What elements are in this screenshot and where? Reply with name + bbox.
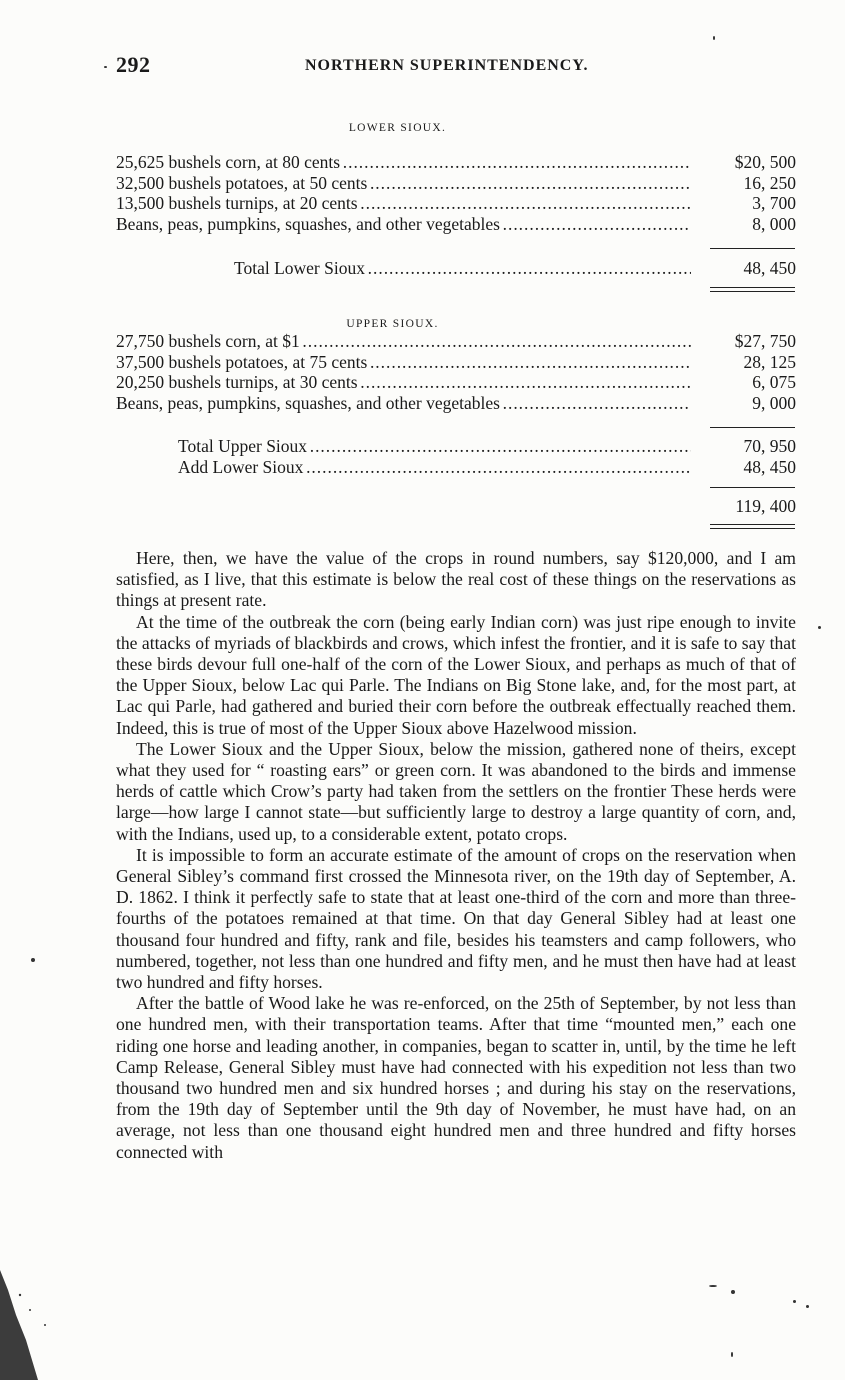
scan-speck bbox=[806, 1305, 809, 1308]
page-header bbox=[100, 52, 800, 82]
lower-sioux-total bbox=[116, 258, 796, 279]
ledger-label: 32,500 bushels potatoes, at 50 cents . . . bbox=[116, 173, 691, 194]
ledger-amount: $27, 750 bbox=[734, 331, 796, 351]
ledger-label: Beans, peas, pumpkins, squashes, and other vegetables . . . bbox=[116, 393, 691, 414]
paragraph: Here, then, we have the value of the crops in round numbers, say $120,000, and I am satisfied, as I live, that this estimate is below the real cost of these things on the reservations as things at present rate. bbox=[116, 548, 796, 611]
subtotal-rule bbox=[710, 427, 795, 428]
scan-speck bbox=[709, 1285, 717, 1287]
body-text bbox=[116, 548, 796, 1163]
ledger-label: 25,625 bushels corn, at 80 cents . . . bbox=[116, 152, 691, 173]
ledger-amount: 6, 075 bbox=[752, 372, 796, 393]
grand-total-row bbox=[116, 496, 796, 517]
ledger-total-amount: 70, 950 bbox=[743, 436, 796, 456]
subtotal-rule bbox=[710, 248, 795, 249]
ledger-row bbox=[116, 173, 796, 194]
ledger-row bbox=[116, 214, 796, 235]
upper-sioux-table bbox=[116, 331, 796, 414]
ledger-label: 13,500 bushels turnips, at 20 cents . . . bbox=[116, 193, 691, 214]
paragraph: It is impossible to form an accurate estimate of the amount of crops on the reservation when General Sibley’s command first crossed the Minnesota river, on the 19th day of September, A. D. 1862. I think it perfectly safe to state that at least one-third of the corn and more than three-fourths of the potatoes remained at that time. On that day General Sibley had at least one thousand four hundred and fifty, rank and file, besides his teamsters and camp followers, who numbered, together, not less than one hundred and fifty men, and he must then have had at least two hundred and fifty horses. bbox=[116, 844, 796, 993]
grand-total-double-rule bbox=[710, 524, 795, 529]
running-head: NORTHERN SUPERINTENDENCY. bbox=[305, 57, 589, 74]
ledger-amount: 3, 700 bbox=[752, 193, 796, 214]
ledger-total-label: Total Upper Sioux . . . bbox=[116, 436, 691, 457]
ledger-row bbox=[116, 352, 796, 373]
paragraph: The Lower Sioux and the Upper Sioux, below the mission, gathered none of theirs, except what they used for “ roasting ears” or green corn. It was abandoned to the birds and immense herds of cattle which Crow’s party had taken from the settlers on the frontier These herds were large—how large I cannot state—but sufficiently large to destroy a large quantity of corn, and, with the Indians, used up, to a considerable extent, potato crops. bbox=[116, 738, 796, 844]
ledger-row bbox=[116, 372, 796, 393]
page-edge-shadow bbox=[0, 1270, 60, 1380]
paragraph: At the time of the outbreak the corn (being early Indian corn) was just ripe enough to invite the attacks of myriads of blackbirds and crows, which infest the frontier, and it is safe to say that these birds devour full one-half of the corn of the Lower Sioux, and perhaps as much of that of the Upper Sioux, below Lac qui Parle. The Indians on Big Stone lake, and, for the most part, at Lac qui Parle, had gathered and buried their corn before the outbreak effectually reached them. Indeed, this is true of most of the Upper Sioux above Hazelwood mission. bbox=[116, 611, 796, 738]
upper-sioux-heading: UPPER SIOUX. bbox=[346, 318, 439, 330]
ledger-amount: $20, 500 bbox=[734, 152, 796, 172]
ledger-amount: 8, 000 bbox=[752, 214, 796, 235]
scan-speck bbox=[713, 36, 715, 40]
ledger-label: 27,750 bushels corn, at $1 . . . bbox=[116, 331, 691, 352]
lower-sioux-table bbox=[116, 152, 796, 235]
ledger-total-label: Total Lower Sioux . . . bbox=[116, 258, 691, 279]
ledger-add-row bbox=[116, 457, 796, 478]
ledger-add-label: Add Lower Sioux . . . bbox=[116, 457, 691, 478]
ledger-total-row bbox=[116, 258, 796, 279]
ledger-label: Beans, peas, pumpkins, squashes, and other vegetables . . . bbox=[116, 214, 691, 235]
ledger-total-row bbox=[116, 436, 796, 457]
scan-speck bbox=[731, 1290, 735, 1294]
ledger-row bbox=[116, 393, 796, 414]
ledger-total-amount: 48, 450 bbox=[743, 258, 796, 278]
upper-sioux-totals bbox=[116, 436, 796, 477]
grand-total-amount: 119, 400 bbox=[735, 496, 796, 516]
paragraph: After the battle of Wood lake he was re-enforced, on the 25th of September, by not less than one hundred men, with their transportation teams. After that time “mounted men,” each one riding one horse and leading another, in companies, began to scatter in, until, by the time he left Camp Release, General Sibley must have had connected with his expedition not less than two thousand two hundred men and six hundred horses ; and during his stay on the reservations, from the 19th day of September until the 9th day of November, he must have had, on an average, not less than one thousand eight hundred men and three hundred and fifty horses connected with bbox=[116, 993, 796, 1162]
ledger-amount: 28, 125 bbox=[743, 351, 796, 372]
lower-sioux-heading: LOWER SIOUX. bbox=[348, 122, 447, 134]
ledger-row bbox=[116, 193, 796, 214]
grand-total-rule bbox=[710, 487, 795, 488]
scan-speck bbox=[31, 958, 35, 962]
ledger-add-amount: 48, 450 bbox=[743, 456, 796, 477]
scan-speck bbox=[818, 626, 821, 629]
ledger-row bbox=[116, 331, 796, 352]
ledger-row bbox=[116, 152, 796, 173]
scan-speck bbox=[104, 66, 107, 68]
page-number: 292 bbox=[116, 52, 151, 77]
ledger-amount: 9, 000 bbox=[752, 393, 796, 414]
ledger-label: 20,250 bushels turnips, at 30 cents . . . bbox=[116, 372, 691, 393]
total-double-rule bbox=[710, 287, 795, 292]
scan-speck bbox=[793, 1300, 796, 1303]
scan-speck bbox=[731, 1352, 733, 1357]
grand-total bbox=[116, 496, 796, 517]
ledger-amount: 16, 250 bbox=[743, 172, 796, 193]
ledger-label: 37,500 bushels potatoes, at 75 cents . . . bbox=[116, 352, 691, 373]
